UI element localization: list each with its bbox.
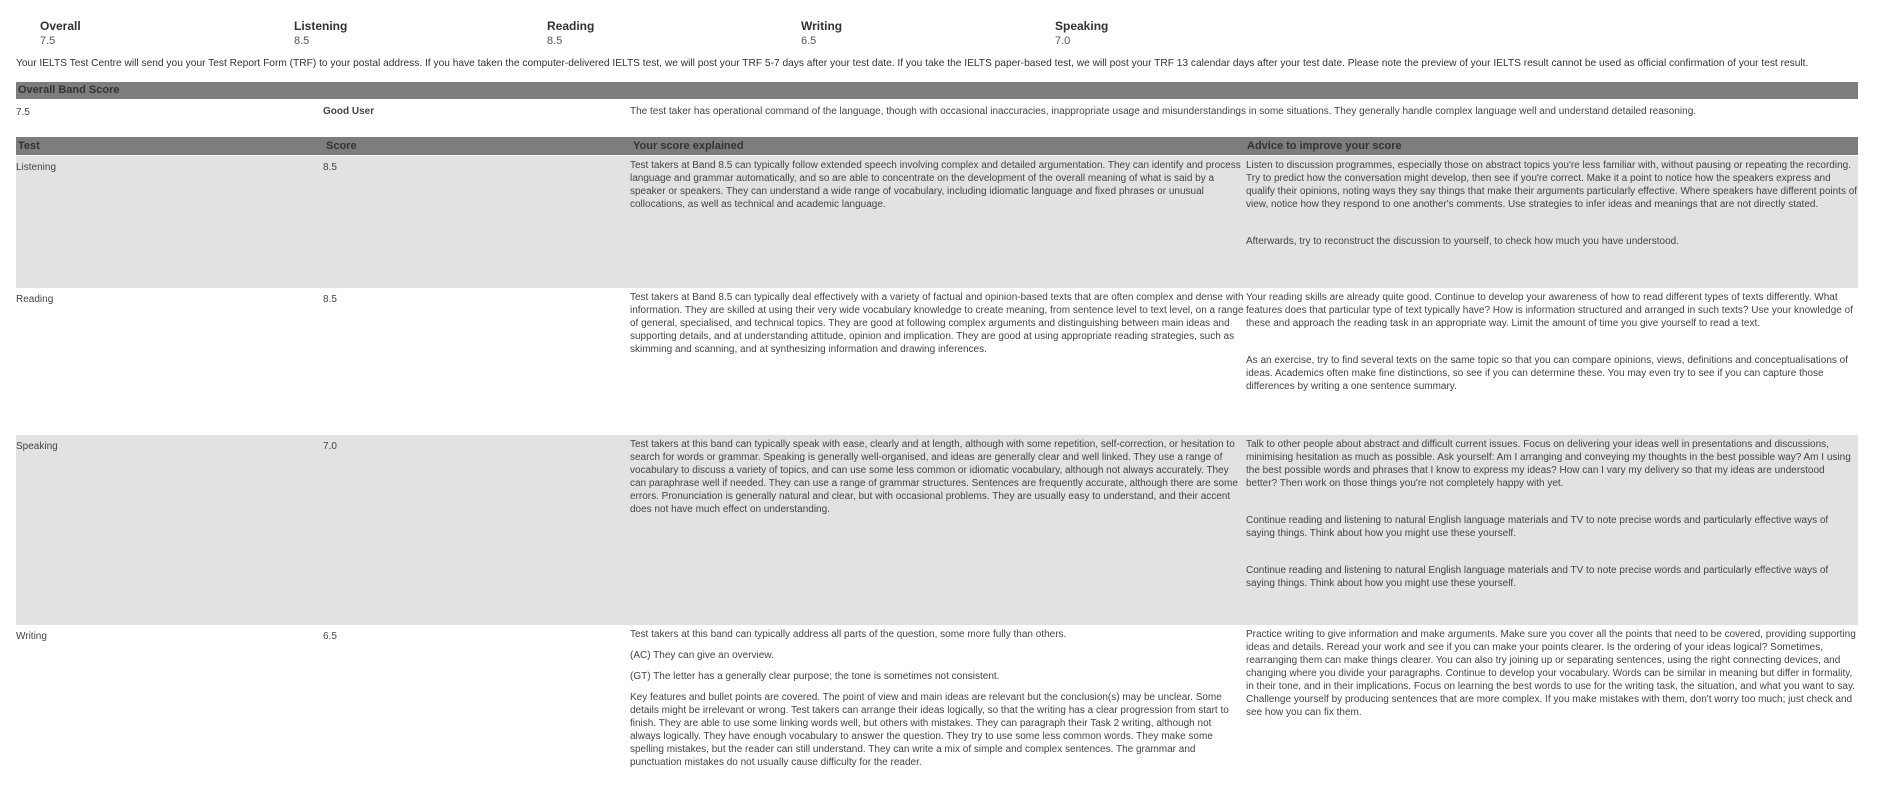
summary-label: Writing: [801, 19, 843, 33]
row-advice: [1246, 628, 1858, 719]
summary-overall: [40, 19, 280, 48]
overall-band-score: 7.5: [16, 107, 30, 118]
table-row: [16, 435, 1858, 625]
summary-value: 7.5: [40, 35, 56, 47]
row-advice: [1246, 291, 1858, 393]
results-table-header: [16, 137, 1858, 155]
header-score-explained: Your score explained: [633, 140, 744, 152]
summary-speaking: [1055, 19, 1295, 48]
summary-label: Reading: [547, 19, 595, 33]
row-explained: [630, 628, 1244, 769]
summary-writing: [801, 19, 1041, 48]
explained-paragraph: Test takers at Band 8.5 can typically follow extended speech involving complex and detailed argumentation. They can identify and process language and grammar automatically, and so are able to concentrate on the development of the overall meaning of what is said by a speaker or speakers. They can understand a wide range of vocabulary, including idiomatic language and fixed phrases or unusual collocations, as well as technical and academic language.: [630, 160, 1241, 210]
row-explained: [630, 159, 1244, 211]
advice-paragraph: As an exercise, try to find several texts on the same topic so that you can compare opinions, views, definitions and conceptualisations of ideas. Academics often make fine distinctions, so see if you can determine these. You may even try to see if you can capture those differences by writing a one sentence summary.: [1246, 355, 1848, 392]
summary-value: 6.5: [801, 35, 817, 47]
row-score: 6.5: [323, 631, 337, 642]
row-explained: [630, 438, 1244, 516]
advice-paragraph: Talk to other people about abstract and difficult current issues. Focus on delivering your ideas well in presentations and discussions, minimising hesitation as much as possible. Ask yourself: Am I arranging and conveying my thoughts in the best possible way? Am I using the best possible words and phrases that I know to express my ideas? How can I vary my delivery so that my ideas are understood better? Then work on those things you're not completely happy with yet.: [1246, 439, 1851, 489]
trf-notice: Your IELTS Test Centre will send you your Test Report Form (TRF) to your postal address. If you have taken the computer-delivered IELTS test, we will post your TRF 5-7 days after your test date. If you take the IELTS paper-based test, we will post your TRF 13 calendar days after your test date. Please note the preview of your IELTS result cannot be used as official confirmation of your test result.: [16, 58, 1809, 69]
advice-paragraph: Continue reading and listening to natural English language materials and TV to note precise words and particularly effective ways of saying things. Think about how you might use these yourself.: [1246, 515, 1829, 539]
advice-paragraph: Your reading skills are already quite good. Continue to develop your awareness of how to read different types of texts differently. What features does that particular type of text typically have? How is information structured and arranged in such texts? Use your knowledge of these and approach the reading task in an appropriate way. Limit the amount of time you give yourself to read a text.: [1246, 292, 1853, 329]
table-row: [16, 288, 1858, 435]
header-test: Test: [18, 140, 40, 152]
explained-paragraph: Test takers at this band can typically address all parts of the question, some more fully than others.: [630, 629, 1067, 640]
explained-paragraph: Test takers at Band 8.5 can typically deal effectively with a variety of factual and opinion-based texts that are often complex and dense with information. They are skilled at using their very wide vocabulary knowledge to create meaning, from sentence level to text level, on a range of general, specialised, and technical topics. They are good at following complex arguments and distinguishing between main ideas and supporting details, and at understanding attitude, opinion and implication. They are good at using appropriate reading strategies, such as skimming and scanning, and at synthesizing information and drawing inferences.: [630, 292, 1244, 355]
overall-band-header: Overall Band Score: [16, 82, 1858, 99]
advice-paragraph: Continue reading and listening to natural English language materials and TV to note precise words and particularly effective ways of saying things. Think about how you might use these yourself.: [1246, 565, 1829, 589]
overall-band-row: [16, 100, 1858, 134]
header-advice: Advice to improve your score: [1247, 140, 1402, 152]
row-test-name: Speaking: [16, 441, 58, 452]
advice-paragraph: Afterwards, try to reconstruct the discussion to yourself, to check how much you have understood.: [1246, 236, 1679, 247]
explained-paragraph: Test takers at this band can typically speak with ease, clearly and at length, although with some repetition, self-correction, or hesitation to search for words or grammar. Speaking is generally well-organised, and ideas are generally clear and well linked. They use a range of vocabulary to discuss a variety of topics, and can use some less common or idiomatic vocabulary, although not always accurately. They can paraphrase well if needed. They can use a range of grammar structures. Sentences are frequently accurate, although there are some errors. Pronunciation is generally natural and clear, but with occasional problems. They are usually easy to understand, and their accent does not have much effect on understanding.: [630, 439, 1238, 515]
advice-paragraph: Practice writing to give information and make arguments. Make sure you cover all the points that need to be covered, providing supporting ideas and details. Reread your work and see if you can make your points clearer. Is the ordering of your ideas logical? Sometimes, rearranging them can make things clearer. You can also try joining up or separating sentences, using the right connecting devices, and changing where you divide your paragraphs. Continue to develop your vocabulary. Words can be similar in meaning but differ in formality, in their tone, and in their implications. Focus on learning the best words to use for the writing task, the situation, and what you want to say. Challenge yourself by producing sentences that are more complex. If you make mistakes with them, don't worry too much; just check and see how you can fix them.: [1246, 629, 1856, 718]
row-explained: [630, 291, 1244, 356]
summary-label: Overall: [40, 19, 81, 33]
summary-value: 8.5: [294, 35, 310, 47]
explained-paragraph: (GT) The letter has a generally clear purpose; the tone is sometimes not consistent.: [630, 671, 1000, 682]
summary-listening: [294, 19, 534, 48]
row-score: 8.5: [323, 162, 337, 173]
row-test-name: Listening: [16, 162, 57, 173]
overall-band-description: The test taker has operational command of the language, though with occasional inaccuracies, inappropriate usage and misunderstandings in some situations. They generally handle complex language well and understand detailed reasoning.: [630, 106, 1697, 117]
row-test-name: Writing: [16, 631, 47, 642]
header-score: Score: [326, 140, 357, 152]
summary-value: 8.5: [547, 35, 563, 47]
table-row: [16, 625, 1858, 798]
summary-label: Listening: [294, 19, 348, 33]
summary-reading: [547, 19, 787, 48]
row-advice: [1246, 438, 1858, 590]
row-advice: [1246, 159, 1858, 248]
summary-label: Speaking: [1055, 19, 1109, 33]
overall-band-level: Good User: [323, 106, 375, 117]
score-summary: [40, 19, 1840, 49]
row-score: 7.0: [323, 441, 337, 452]
table-row: [16, 156, 1858, 288]
row-test-name: Reading: [16, 294, 54, 305]
row-score: 8.5: [323, 294, 337, 305]
advice-paragraph: Listen to discussion programmes, especially those on abstract topics you're less familiar with, without pausing or repeating the recording. Try to predict how the conversation might develop, then see if you're correct. Make it a point to notice how the speakers express and qualify their opinions, noting ways they say things that make their arguments particularly effective. Where speakers have different points of view, notice how they respond to one another's comments. Use strategies to infer ideas and meanings that are not directly stated.: [1246, 160, 1858, 210]
explained-paragraph: Key features and bullet points are covered. The point of view and main ideas are relevant but the conclusion(s) may be unclear. Some details might be irrelevant or wrong. Test takers can arrange their ideas logically, so that the writing has a clear progression from start to finish. They are able to use some linking words well, but others with mistakes. They can paragraph their Task 2 writing, although not always logically. They have enough vocabulary to answer the question. They try to use some less common words. They make some spelling mistakes, but the reader can still understand. They can write a mix of simple and complex sentences. The grammar and punctuation mistakes do not usually cause difficulty for the reader.: [630, 692, 1229, 768]
summary-value: 7.0: [1055, 35, 1071, 47]
explained-paragraph: (AC) They can give an overview.: [630, 650, 774, 661]
